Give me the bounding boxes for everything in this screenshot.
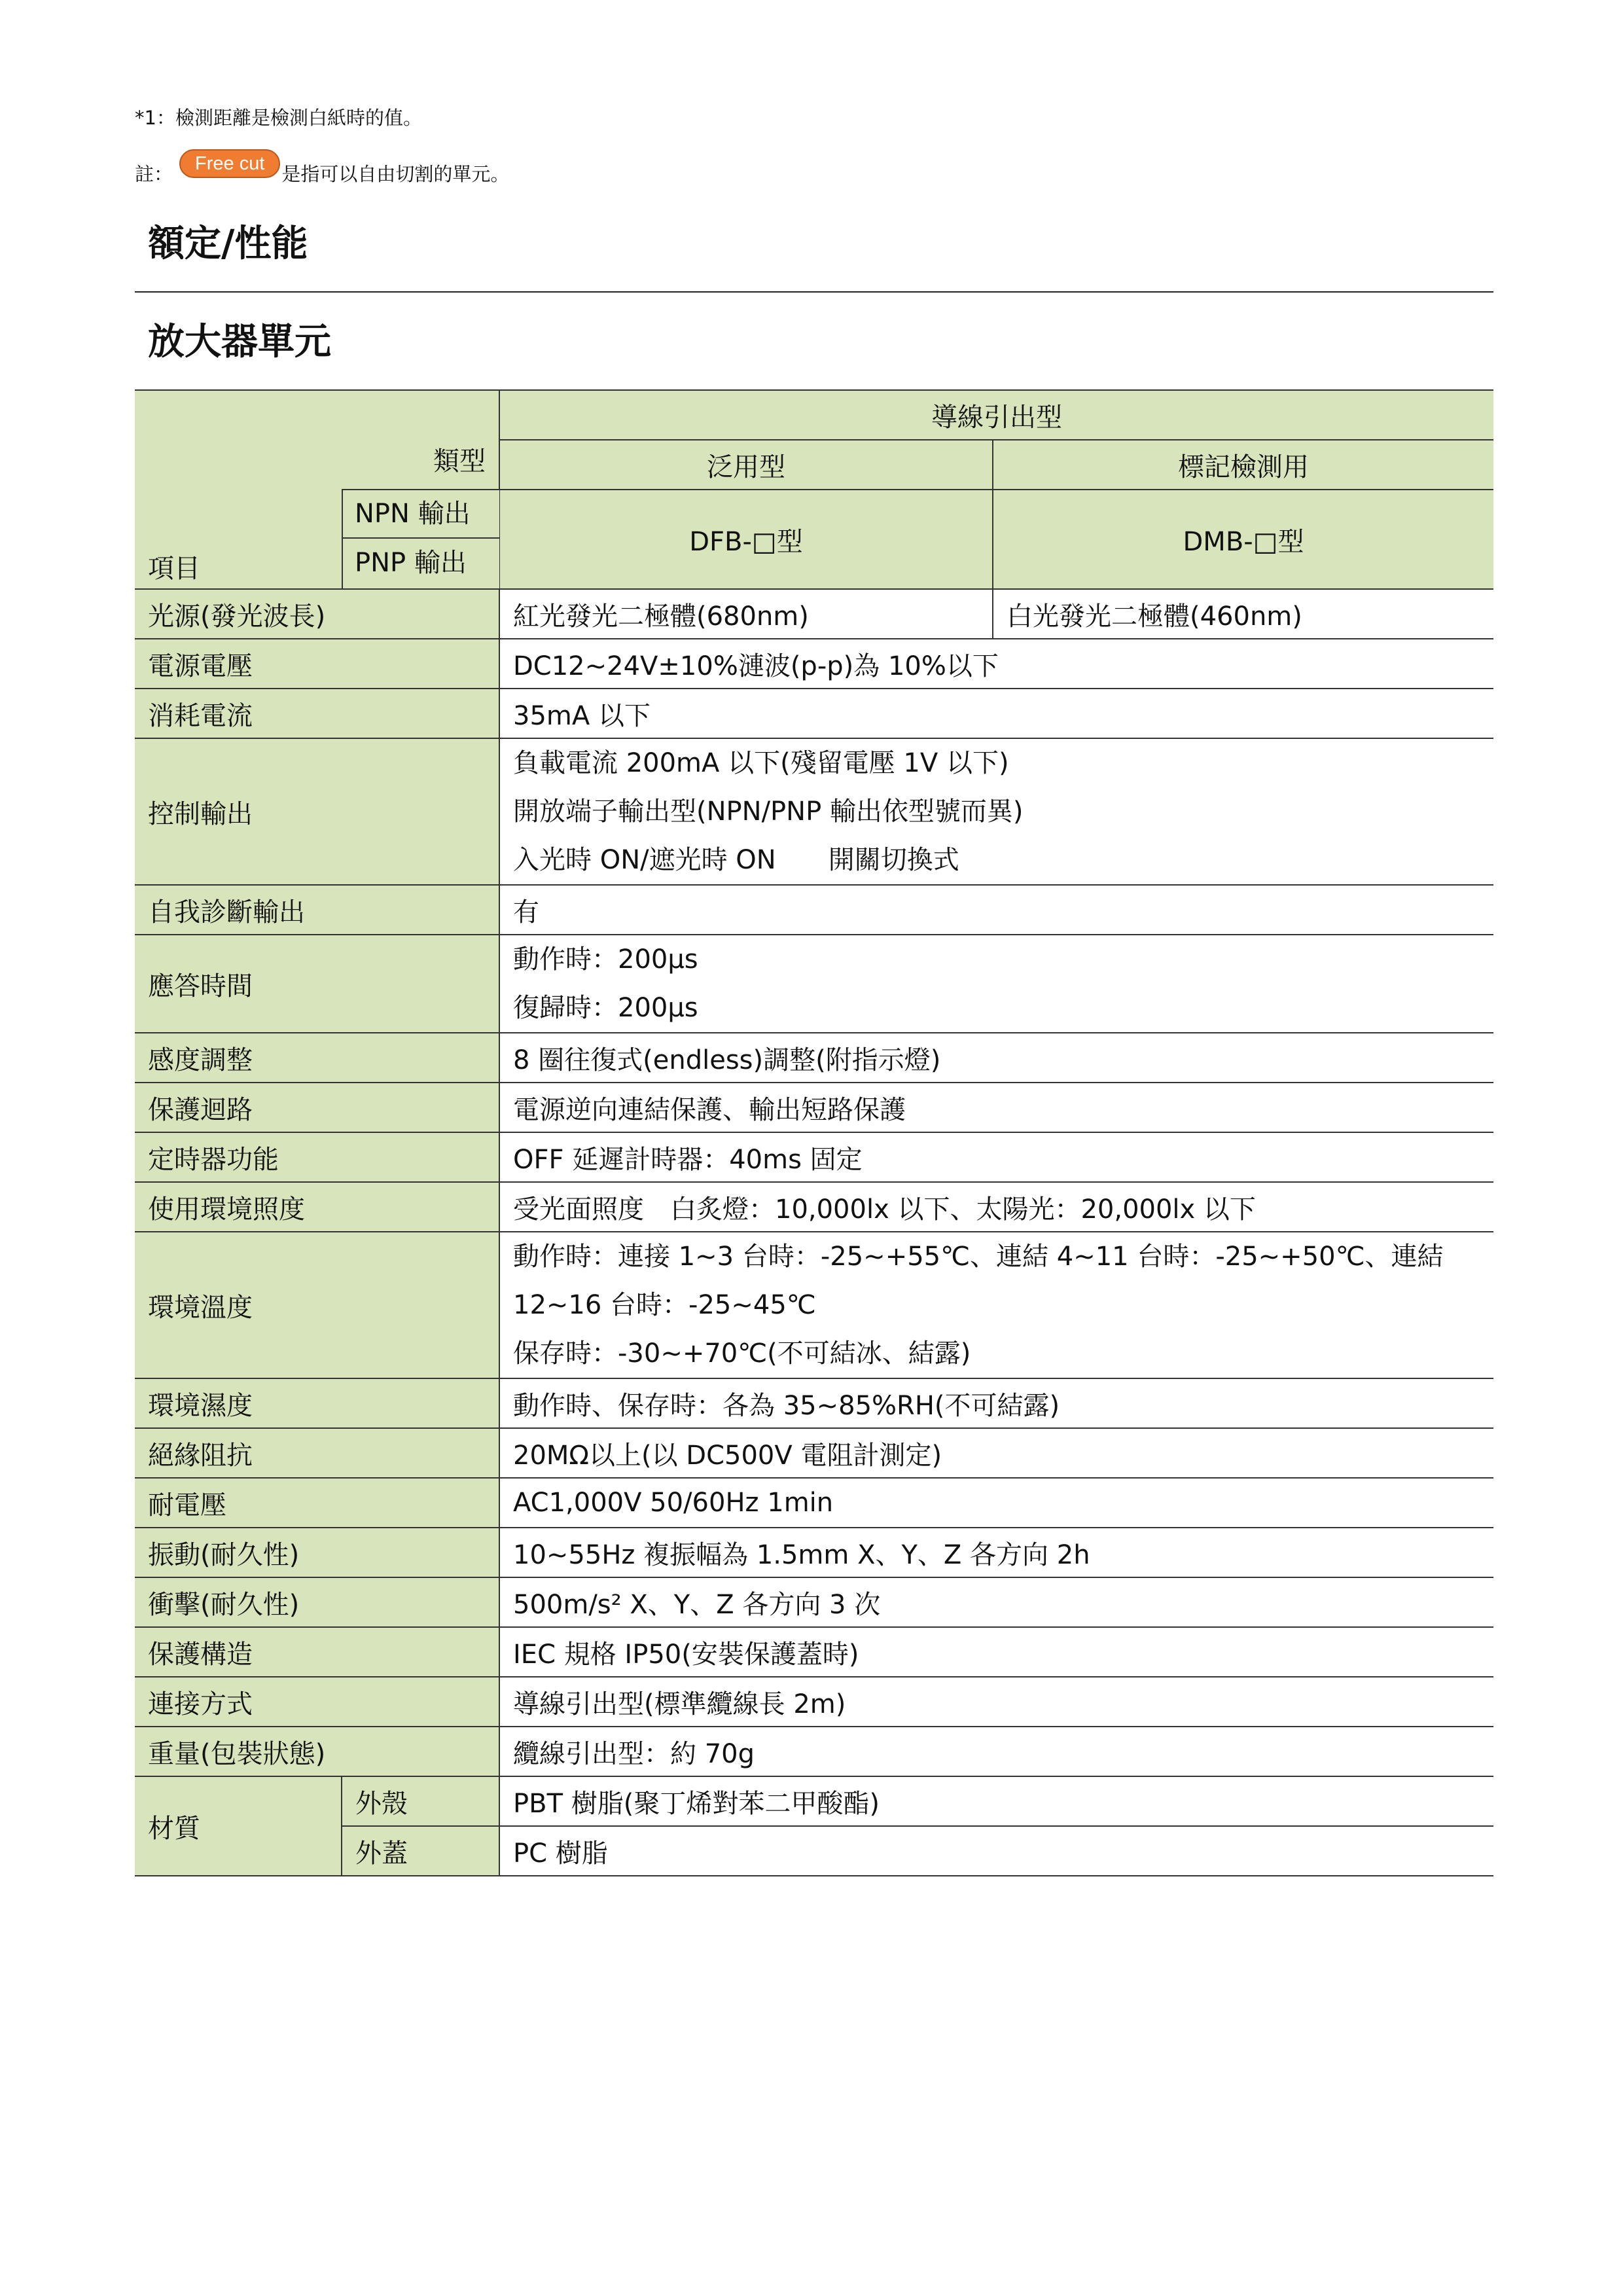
header-col2-model: DMB-□型: [993, 490, 1493, 589]
row-value: 500m/s² X、Y、Z 各方向 3 次: [499, 1577, 1493, 1627]
table-row: [135, 1776, 1493, 1826]
table-row: [135, 738, 1493, 885]
row-label: 連接方式: [135, 1677, 499, 1727]
row-label: 感度調整: [135, 1033, 499, 1083]
note-suffix: 是指可以自由切割的單元。: [281, 162, 510, 185]
row-label: 材質: [135, 1776, 342, 1876]
row-sublabel: 外殼: [342, 1776, 499, 1826]
header-type-label: 類型: [433, 446, 486, 476]
row-label: 耐電壓: [135, 1478, 499, 1528]
table-row: [135, 1232, 1493, 1378]
table-row: [135, 589, 1493, 639]
row-value: [499, 1232, 1493, 1378]
header-npn-cell: [342, 489, 499, 539]
header-group: 導線引出型: [499, 390, 1493, 440]
header-col1-type: 泛用型: [499, 440, 993, 490]
spec-table-body: [135, 588, 1493, 1876]
header-col1-model: DFB-□型: [499, 490, 993, 589]
section-divider: [135, 291, 1493, 293]
table-row: [135, 1577, 1493, 1627]
row-label: 電源電壓: [135, 639, 499, 689]
table-row: [135, 1528, 1493, 1577]
row-value: 電源逆向連結保護、輸出短路保護: [499, 1083, 1493, 1132]
row-value: AC1,000V 50/60Hz 1min: [499, 1478, 1493, 1528]
row-value: 20MΩ以上(以 DC500V 電阻計測定): [499, 1428, 1493, 1478]
spec-table: [135, 389, 1493, 590]
row-value: 8 圈往復式(endless)調整(附指示燈): [499, 1033, 1493, 1083]
row-value-col2: 白光發光二極體(460nm): [993, 589, 1493, 639]
row-label: 應答時間: [135, 935, 499, 1033]
row-label: 保護迴路: [135, 1083, 499, 1132]
value-line: 入光時 ON/遮光時 ON 開關切換式: [513, 845, 959, 875]
row-value: 纜線引出型：約 70g: [499, 1727, 1493, 1776]
row-value: PBT 樹脂(聚丁烯對苯二甲酸酯): [499, 1776, 1493, 1826]
table-row: [135, 639, 1493, 689]
row-label: 定時器功能: [135, 1132, 499, 1182]
value-line: 12~16 台時：-25~45℃: [513, 1290, 816, 1320]
header-pnp-label: PNP 輸出: [355, 548, 467, 578]
row-value: [499, 738, 1493, 885]
table-row: [135, 1428, 1493, 1478]
section-heading: 額定/性能: [148, 222, 308, 265]
table-row: [135, 1083, 1493, 1132]
table-row: [135, 1182, 1493, 1232]
header-item-label: 項目: [148, 554, 200, 584]
row-value: [499, 935, 1493, 1033]
row-value: PC 樹脂: [499, 1826, 1493, 1876]
value-line: 負載電流 200mA 以下(殘留電壓 1V 以下): [513, 748, 1009, 778]
row-value: 有: [499, 885, 1493, 935]
row-label: 重量(包裝狀態): [135, 1727, 499, 1776]
value-line: 復歸時：200μs: [513, 993, 698, 1023]
row-label: 保護構造: [135, 1627, 499, 1677]
subsection-heading: 放大器單元: [148, 320, 331, 363]
row-label: 環境濕度: [135, 1378, 499, 1428]
table-row: [135, 689, 1493, 738]
free-cut-note: [135, 153, 510, 187]
row-value: 導線引出型(標準纜線長 2m): [499, 1677, 1493, 1727]
note-prefix: 註：: [135, 162, 173, 185]
table-row: [135, 1478, 1493, 1528]
free-cut-badge: Free cut: [179, 149, 280, 178]
row-label: 光源(發光波長): [135, 589, 499, 639]
row-label: 絕緣阻抗: [135, 1428, 499, 1478]
table-row: [135, 1033, 1493, 1083]
row-label: 衝擊(耐久性): [135, 1577, 499, 1627]
row-label: 控制輸出: [135, 738, 499, 885]
row-label: 使用環境照度: [135, 1182, 499, 1232]
table-row: [135, 1132, 1493, 1182]
row-label: 消耗電流: [135, 689, 499, 738]
row-value: 受光面照度 白炙燈：10,000lx 以下、太陽光：20,000lx 以下: [499, 1182, 1493, 1232]
value-line: 動作時：連接 1~3 台時：-25~+55℃、連結 4~11 台時：-25~+50℃、連結: [513, 1242, 1444, 1272]
row-label: 振動(耐久性): [135, 1528, 499, 1577]
row-value: 動作時、保存時：各為 35~85%RH(不可結露): [499, 1378, 1493, 1428]
header-pnp-cell: [342, 539, 499, 588]
table-row: [135, 885, 1493, 935]
row-value: OFF 延遲計時器：40ms 固定: [499, 1132, 1493, 1182]
row-value-col1: 紅光發光二極體(680nm): [499, 589, 993, 639]
table-row: [135, 935, 1493, 1033]
row-sublabel: 外蓋: [342, 1826, 499, 1876]
value-line: 動作時：200μs: [513, 944, 698, 975]
table-row: [135, 1627, 1493, 1677]
row-value: IEC 規格 IP50(安裝保護蓋時): [499, 1627, 1493, 1677]
header-npn-label: NPN 輸出: [355, 499, 471, 529]
row-label: 自我診斷輸出: [135, 885, 499, 935]
row-value: 35mA 以下: [499, 689, 1493, 738]
header-col2-type: 標記檢測用: [993, 440, 1493, 490]
footnote-detection-distance: *1：檢測距離是檢測白紙時的值。: [135, 107, 422, 129]
table-row: [135, 1378, 1493, 1428]
row-value: DC12~24V±10%漣波(p-p)為 10%以下: [499, 639, 1493, 689]
value-line: 保存時：-30~+70℃(不可結冰、結露): [513, 1338, 971, 1369]
row-value: 10~55Hz 複振幅為 1.5mm X、Y、Z 各方向 2h: [499, 1528, 1493, 1577]
table-row: [135, 1677, 1493, 1727]
value-line: 開放端子輸出型(NPN/PNP 輸出依型號而異): [513, 797, 1024, 827]
table-row: [135, 1727, 1493, 1776]
row-label: 環境溫度: [135, 1232, 499, 1378]
